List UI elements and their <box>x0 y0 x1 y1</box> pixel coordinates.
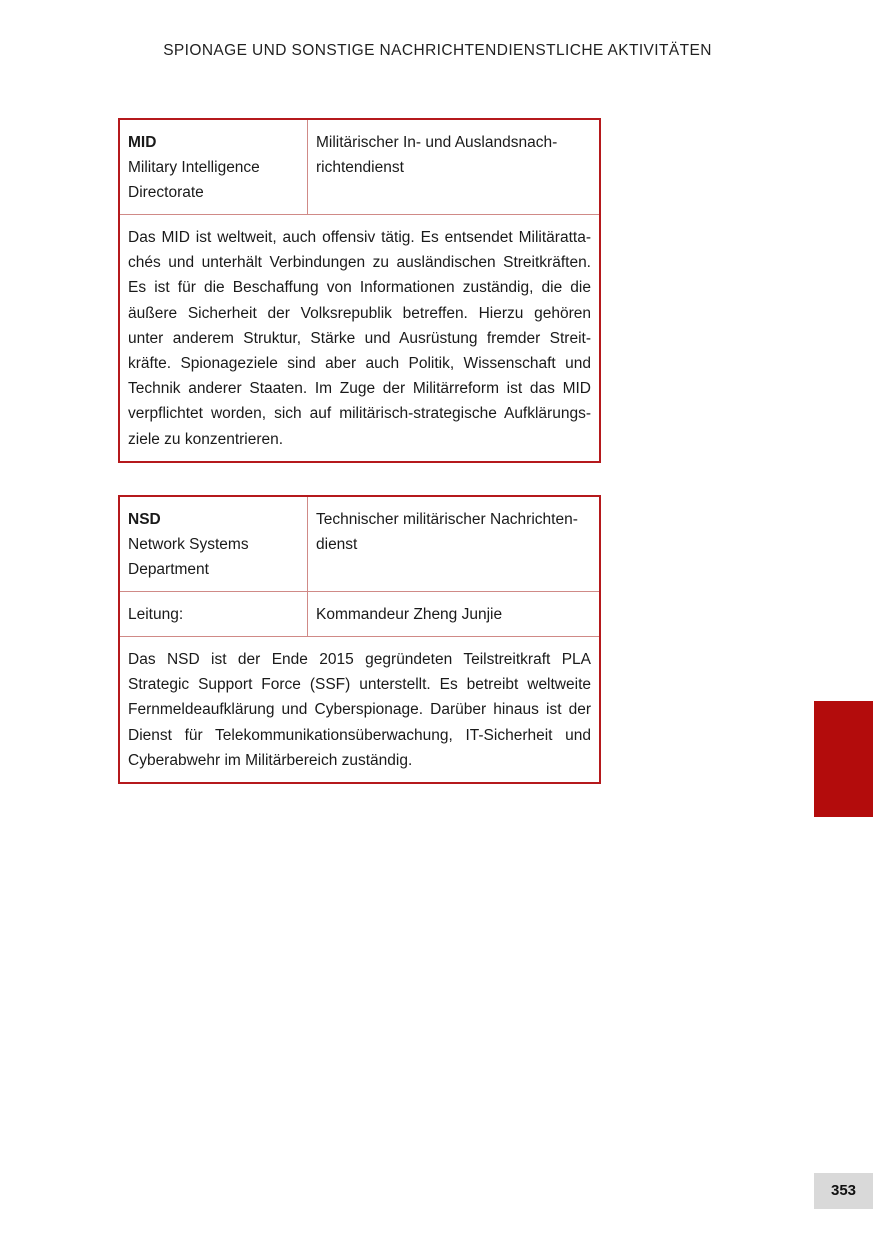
mid-type: Militärischer In- und Auslandsnachrichtendienst <box>316 134 558 176</box>
mid-fullname-line1: Military Intelligence <box>128 159 260 176</box>
nsd-leitung-row <box>120 592 599 637</box>
nsd-description: Das NSD ist der Ende 2015 gegründeten Teilstreitkraft PLA Strategic Support Force (SSF) unterstellt. Es betreibt weltweite Fernmeldeaufklärung und Cyberspionage. Darüber hinaus ist der Dienst für Telekommunikationsüberwachung, IT-Sicherheit und Cyberabwehr im Militärbereich zuständig. <box>128 651 591 769</box>
nsd-info-box <box>118 495 601 784</box>
nsd-leitung-value: Kommandeur Zheng Junjie <box>316 606 503 623</box>
nsd-leitung-label: Leitung: <box>120 592 308 636</box>
nsd-fullname-line1: Network Systems <box>128 536 249 553</box>
mid-abbreviation: MID <box>128 134 157 151</box>
nsd-type: Technischer militärischer Nachrichtendienst <box>316 511 578 553</box>
mid-title-row <box>120 120 599 215</box>
mid-description: Das MID ist weltweit, auch offensiv tätig. Es entsendet Militärattachés und unterhält Verbindungen zu ausländischen Streitkräften. Es ist für die Beschaffung von Informationen zuständig, die die äußere Sicherheit der Volksrepublik betreffen. Hierzu gehören unter anderem Struktur, Stärke und Ausrüstung fremder Streitkräfte. Spionageziele sind aber auch Politik, Wissenschaft und Technik anderer Staaten. Im Zuge der Militärreform ist das MID verpflichtet worden, sich auf militärisch-strategische Aufklärungsziele zu konzentrieren. <box>128 229 591 448</box>
nsd-title-row <box>120 497 599 592</box>
mid-info-box <box>118 118 601 463</box>
nsd-name-cell <box>120 497 308 591</box>
mid-name-cell <box>120 120 308 214</box>
page-number: 353 <box>814 1173 873 1209</box>
mid-fullname-line2: Directorate <box>128 184 204 201</box>
nsd-fullname-line2: Department <box>128 561 209 578</box>
chapter-tab-marker <box>814 701 873 817</box>
running-header: SPIONAGE UND SONSTIGE NACHRICHTENDIENSTLICHE AKTIVITÄTEN <box>163 42 712 59</box>
nsd-abbreviation: NSD <box>128 511 161 528</box>
